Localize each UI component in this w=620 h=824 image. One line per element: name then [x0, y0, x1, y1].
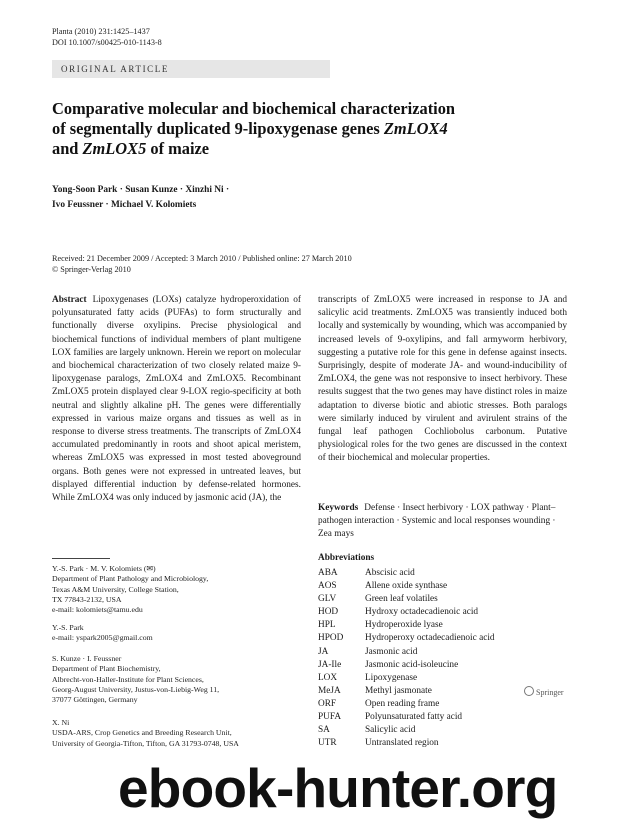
abbreviation-definition: Jasmonic acid: [365, 646, 418, 657]
title-line-2: of segmentally duplicated 9-lipoxygenase genes ZmLOX4: [52, 119, 448, 138]
abbreviations-heading: Abbreviations: [318, 553, 375, 563]
abbreviation-row: [318, 659, 567, 672]
publisher-name: Springer: [536, 688, 564, 697]
abbreviation-definition: Lipoxygenase: [365, 672, 418, 683]
authors-line-2: Ivo Feussner · Michael V. Kolomiets: [52, 200, 197, 210]
affiliation-line: Y.-S. Park · M. V. Kolomiets (✉): [52, 564, 156, 573]
affiliation-line: Georg-August University, Justus-von-Liebig-Weg 11,: [52, 684, 220, 694]
publication-history: [52, 253, 572, 275]
abstract-column-1: [52, 294, 301, 505]
affiliation-line: Department of Plant Pathology and Microbiology,: [52, 574, 209, 584]
affiliation-line: Texas A&M University, College Station,: [52, 584, 179, 594]
abbreviation-definition: Abscisic acid: [365, 568, 415, 578]
affiliation-block: [52, 718, 301, 749]
abbreviation-term: AOS: [318, 581, 337, 592]
abbreviation-term: LOX: [318, 672, 338, 683]
article-type-band: [52, 60, 330, 78]
abstract-column-2: transcripts of ZmLOX5 were increased in response to JA and salicylic acid treatments. ZmLOX5 was transiently induced both locally and systemically by wounding, which was accompanied by increased levels of 9-oxylipins, and fall armyworm herbivory, suggesting a putative role for this gene in defense against insects. Surprisingly, despite of moderate JA- and wound-inducibility of ZmLOX4, the gene was not responsive to insect herbivory. These results suggest that the two genes may have distinct roles in maize adaptation to diverse biotic and abiotic stresses. Both paralogs were similarly induced by virulent and avirulent strains of the fungal leaf pathogen Cochliobolus carbonum. Putative physiological roles for the two genes are discussed in the context of their biochemical and molecular properties.: [318, 295, 567, 464]
gene-zmlox5: ZmLOX5: [82, 139, 147, 158]
abbreviation-row: [318, 737, 567, 750]
springer-logo-icon: [524, 686, 534, 696]
keywords-label: Keywords: [318, 503, 359, 513]
title-line-3: and ZmLOX5 of maize: [52, 139, 210, 158]
abbreviation-term: SA: [318, 725, 330, 736]
abbreviation-row: [318, 606, 567, 619]
affiliation-line: University of Georgia-Tifton, Tifton, GA 31793-0748, USA: [52, 738, 239, 748]
affiliation-line: e-mail: kolomiets@tamu.edu: [52, 605, 143, 615]
abbreviation-term: MeJA: [318, 685, 341, 696]
abbreviation-term: UTR: [318, 738, 337, 749]
abbreviation-row: [318, 619, 567, 632]
abbreviation-definition: Hydroperoxy octadecadienoic acid: [365, 633, 495, 644]
doi: DOI 10.1007/s00425-010-1143-8: [52, 38, 162, 47]
abbreviation-term: HPOD: [318, 633, 344, 644]
abbreviation-definition: Polyunsaturated fatty acid: [365, 712, 463, 723]
journal-citation: Planta (2010) 231:1425–1437: [52, 27, 150, 36]
abbreviation-row: [318, 724, 567, 737]
abbreviation-term: GLV: [318, 594, 337, 605]
affiliation-line: Department of Plant Biochemistry,: [52, 664, 161, 674]
abbreviation-definition: Open reading frame: [365, 698, 440, 709]
abbreviation-row: [318, 632, 567, 645]
abbreviation-term: HOD: [318, 607, 339, 618]
abbreviation-term: JA-Ile: [318, 659, 342, 670]
publisher-mark: [524, 686, 564, 697]
article-type-label: ORIGINAL ARTICLE: [61, 64, 169, 74]
abbreviation-row: [318, 567, 567, 580]
abbreviation-definition: Methyl jasmonate: [365, 685, 432, 696]
abbreviations-list: [318, 567, 567, 750]
abbreviation-definition: Untranslated region: [365, 738, 439, 749]
affiliation-block: [52, 623, 301, 644]
affiliation-line: X. Ni: [52, 718, 70, 727]
abbreviation-term: ABA: [318, 568, 338, 578]
affiliation-line: Y.-S. Park: [52, 623, 84, 632]
watermark: ebook-hunter.org: [118, 757, 558, 819]
abstract-text-part-1: Lipoxygenases (LOXs) catalyze hydroperoxidation of polyunsaturated fatty acids (PUFAs) to form structurally and functionally diverse oxylipins. Precise physiological and biochemical functions of individual members of plant multigene LOX families are largely unknown. Herein we report on molecular and biochemical characterization of two closely related maize 9-lipoxygenase paralogs, ZmLOX4 and ZmLOX5. Recombinant ZmLOX5 protein displayed clear 9-LOX regio-specificity at both neutral and slightly alkaline pH. The genes were differentially expressed in various maize organs and tissues as well as in response to diverse stress treatments. The transcripts of ZmLOX4 accumulated predominantly in roots and shoot apical meristem, whereas ZmLOX5 was expressed in most tested aboveground organs. Both genes were not expressed in untreated leaves, but displayed differential induction by defense-related hormones. While ZmLOX4 was only induced by jasmonic acid (JA), the: [52, 295, 301, 504]
journal-header: [52, 26, 162, 48]
abbreviation-term: JA: [318, 646, 329, 657]
date-history: Received: 21 December 2009 / Accepted: 3 March 2010 / Published online: 27 March 2010: [52, 254, 352, 263]
abbreviation-term: ORF: [318, 698, 337, 709]
article-title: [52, 99, 572, 159]
copyright: © Springer-Verlag 2010: [52, 265, 131, 274]
abbreviation-definition: Green leaf volatiles: [365, 594, 438, 605]
abbreviation-definition: Allene oxide synthase: [365, 581, 448, 592]
abstract-label: Abstract: [52, 295, 87, 305]
affiliation-line: Albrecht-von-Haller-Institute for Plant Sciences,: [52, 674, 204, 684]
footnote-rule: [52, 558, 110, 559]
affiliation-line: e-mail: yspark2005@gmail.com: [52, 633, 153, 643]
abbreviation-row: [318, 711, 567, 724]
affiliation-line: S. Kunze · I. Feussner: [52, 654, 122, 663]
keywords-text: Defense · Insect herbivory · LOX pathway · Plant–pathogen interaction · Systemic and local responses wounding · Zea mays: [318, 503, 556, 540]
abbreviation-definition: Salicylic acid: [365, 725, 416, 736]
abbreviation-definition: Jasmonic acid-isoleucine: [365, 659, 459, 670]
abbreviation-row: [318, 646, 567, 659]
affiliation-line: TX 77843-2132, USA: [52, 594, 122, 604]
abbreviation-term: PUFA: [318, 712, 342, 723]
keywords-block: [318, 502, 567, 542]
author-list: [52, 183, 572, 213]
abbreviation-row: [318, 580, 567, 593]
authors-line-1: Yong-Soon Park · Susan Kunze · Xinzhi Ni ·: [52, 185, 230, 195]
title-line-1: Comparative molecular and biochemical characterization: [52, 99, 456, 118]
affiliation-block: [52, 564, 301, 615]
abbreviation-row: [318, 593, 567, 606]
affiliation-block: [52, 654, 301, 705]
abbreviation-row: [318, 698, 567, 711]
abbreviation-definition: Hydroperoxide lyase: [365, 620, 443, 631]
abbreviation-definition: Hydroxy octadecadienoic acid: [365, 607, 479, 618]
abbreviation-term: HPL: [318, 620, 336, 631]
affiliation-line: USDA-ARS, Crop Genetics and Breeding Research Unit,: [52, 728, 232, 738]
affiliation-line: 37077 Göttingen, Germany: [52, 695, 138, 705]
abbreviation-row: [318, 672, 567, 685]
gene-zmlox4: ZmLOX4: [383, 119, 448, 138]
